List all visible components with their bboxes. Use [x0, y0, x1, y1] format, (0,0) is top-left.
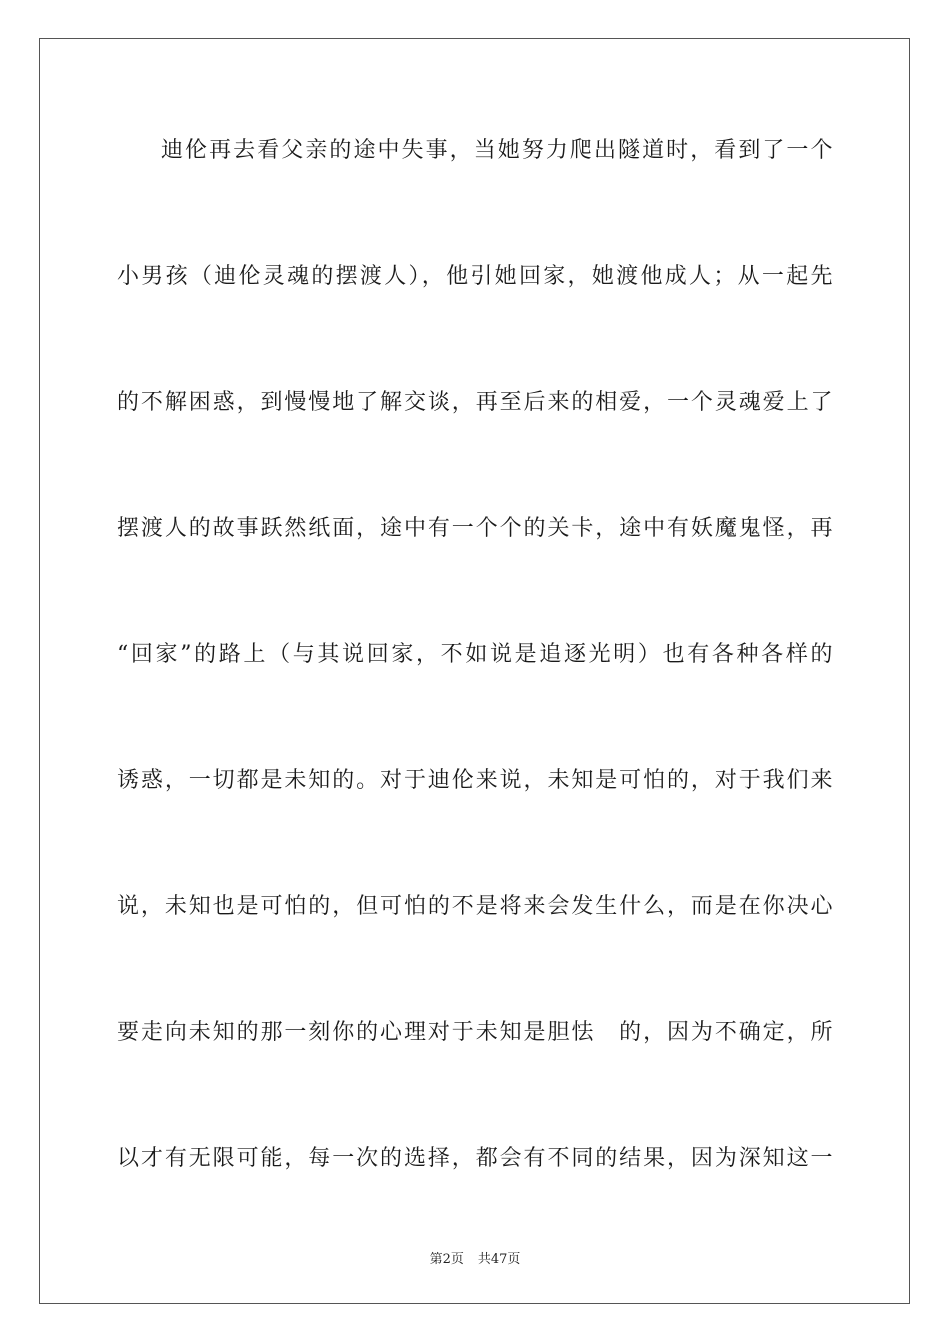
page-footer [0, 1248, 950, 1267]
total-page-count: 共47页 [477, 1252, 521, 1267]
text-line: 要走向未知的那一刻你的心理对于未知是胆怯 的，因为不确定，所 [117, 1020, 833, 1045]
text-line: 摆渡人的故事跃然纸面，途中有一个个的关卡，途中有妖魔鬼怪，再 [117, 516, 833, 541]
text-line: 迪伦再去看父亲的途中失事，当她努力爬出隧道时，看到了一个 [161, 138, 833, 163]
body-paragraph [117, 128, 833, 1262]
text-line: 以才有无限可能，每一次的选择，都会有不同的结果，因为深知这一 [117, 1146, 833, 1171]
text-line: “回家”的路上（与其说回家，不如说是追逐光明）也有各种各样的 [117, 642, 833, 667]
text-line: 的不解困惑，到慢慢地了解交谈，再至后来的相爱，一个灵魂爱上了 [117, 390, 833, 415]
text-line: 小男孩（迪伦灵魂的摆渡人），他引她回家，她渡他成人；从一起先 [117, 264, 833, 289]
text-line: 说，未知也是可怕的，但可怕的不是将来会发生什么，而是在你决心 [117, 894, 833, 919]
current-page-number: 第2页 [429, 1252, 464, 1267]
text-line: 诱惑，一切都是未知的。对于迪伦来说，未知是可怕的，对于我们来 [117, 768, 833, 793]
